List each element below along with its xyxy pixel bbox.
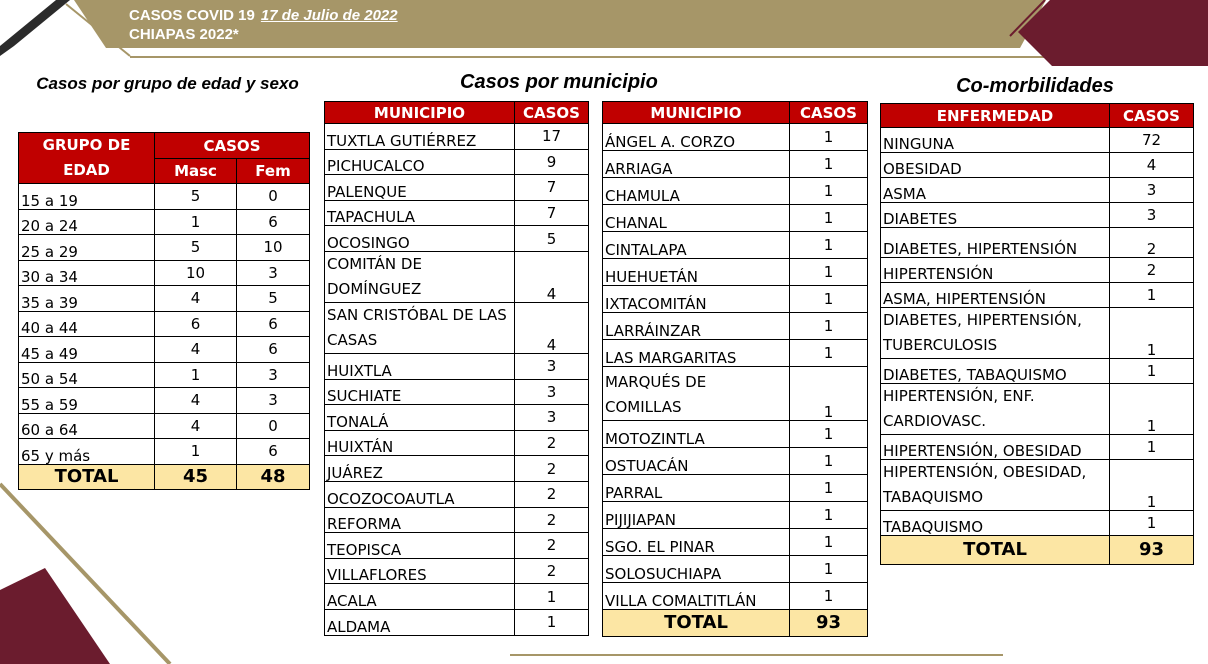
table-row <box>881 258 1194 283</box>
municipality-name-cell: VILLA COMALTITLÁN <box>603 583 790 610</box>
male-count-cell: 10 <box>155 260 237 286</box>
table-row <box>881 435 1194 460</box>
disease-name-cell: OBESIDAD <box>881 153 1110 178</box>
cases-cell: 1 <box>790 556 868 583</box>
cases-cell: 72 <box>1110 128 1194 153</box>
cases-cell: 1 <box>790 421 868 448</box>
cases-cell: 1 <box>790 475 868 502</box>
table-row <box>325 456 589 482</box>
municipality-name-cell: COMITÁN DE DOMÍNGUEZ <box>325 251 515 302</box>
municipality-name-cell: HUIXTÁN <box>325 430 515 456</box>
municipality-name-cell: MOTOZINTLA <box>603 421 790 448</box>
municipality-name-cell: OCOSINGO <box>325 226 515 252</box>
total-value: 93 <box>790 610 868 637</box>
total-female: 48 <box>237 464 310 489</box>
cases-header: CASOS <box>790 102 868 124</box>
cases-cell: 1 <box>1110 283 1194 308</box>
municipality-name-cell: HUEHUETÁN <box>603 259 790 286</box>
cases-cell: 4 <box>515 302 589 353</box>
cases-cell: 2 <box>1110 258 1194 283</box>
cases-cell: 1 <box>790 178 868 205</box>
cases-header: CASOS <box>1110 104 1194 128</box>
cases-cell: 2 <box>515 456 589 482</box>
municipality-name-cell: VILLAFLORES <box>325 558 515 584</box>
cases-cell: 2 <box>515 481 589 507</box>
cases-cell: 7 <box>515 200 589 226</box>
disease-name-cell: DIABETES, HIPERTENSIÓN, TUBERCULOSIS <box>881 308 1110 359</box>
table-row <box>603 259 868 286</box>
table-row <box>19 362 310 388</box>
cases-cell: 17 <box>515 124 589 150</box>
age-group-cell: 50 a 54 <box>19 362 155 388</box>
table-row <box>325 609 589 635</box>
total-label: TOTAL <box>881 536 1110 565</box>
table-row <box>19 286 310 312</box>
municipality-name-cell: ÁNGEL A. CORZO <box>603 124 790 151</box>
disease-name-cell: HIPERTENSIÓN <box>881 258 1110 283</box>
municipality-name-cell: PIJIJIAPAN <box>603 502 790 529</box>
municipality-total-row <box>603 610 868 637</box>
male-header: Masc <box>155 159 237 184</box>
table-row <box>603 556 868 583</box>
municipality-name-cell: IXTACOMITÁN <box>603 286 790 313</box>
female-count-cell: 10 <box>237 235 310 261</box>
table-row <box>881 178 1194 203</box>
male-count-cell: 4 <box>155 388 237 414</box>
female-count-cell: 3 <box>237 362 310 388</box>
age-group-cell: 25 a 29 <box>19 235 155 261</box>
cases-cell: 3 <box>515 379 589 405</box>
female-count-cell: 3 <box>237 388 310 414</box>
municipality-name-cell: SOLOSUCHIAPA <box>603 556 790 583</box>
table-row <box>325 302 589 353</box>
table-row <box>325 584 589 610</box>
table-row <box>325 481 589 507</box>
municipality-name-cell: LARRÁINZAR <box>603 313 790 340</box>
table-row <box>603 448 868 475</box>
table-row <box>603 502 868 529</box>
table-row <box>603 340 868 367</box>
disease-name-cell: DIABETES, HIPERTENSIÓN <box>881 228 1110 258</box>
table-row <box>603 286 868 313</box>
cases-cell: 1 <box>790 232 868 259</box>
municipality-name-cell: SUCHIATE <box>325 379 515 405</box>
female-count-cell: 6 <box>237 311 310 337</box>
municipality-table-left <box>324 101 589 636</box>
table-row <box>881 128 1194 153</box>
table-row <box>19 311 310 337</box>
table-row <box>603 151 868 178</box>
municipality-name-cell: OCOZOCOAUTLA <box>325 481 515 507</box>
municipality-name-cell: TONALÁ <box>325 405 515 431</box>
table-row <box>603 529 868 556</box>
male-count-cell: 1 <box>155 362 237 388</box>
table-row <box>603 367 868 421</box>
cases-cell: 1 <box>790 340 868 367</box>
municipality-name-cell: PICHUCALCO <box>325 149 515 175</box>
table-row <box>881 203 1194 228</box>
table-row <box>325 533 589 559</box>
table-row <box>881 511 1194 536</box>
table-row <box>603 421 868 448</box>
municipality-name-cell: REFORMA <box>325 507 515 533</box>
age-group-cell: 35 a 39 <box>19 286 155 312</box>
cases-cell: 1 <box>515 609 589 635</box>
age-group-cell: 65 y más <box>19 439 155 465</box>
female-count-cell: 6 <box>237 337 310 363</box>
report-date: 17 de Julio de 2022 <box>260 7 398 24</box>
municipality-name-cell: OSTUACÁN <box>603 448 790 475</box>
age-section-title: Casos por grupo de edad y sexo <box>36 74 299 93</box>
table-row <box>325 507 589 533</box>
cases-cell: 3 <box>515 405 589 431</box>
table-row <box>603 205 868 232</box>
cases-cell: 1 <box>1110 460 1194 511</box>
age-cases-header: CASOS <box>155 133 310 159</box>
comorbidity-section-title: Co-morbilidades <box>956 75 1114 97</box>
cases-cell: 1 <box>790 205 868 232</box>
municipality-name-cell: CINTALAPA <box>603 232 790 259</box>
municipality-name-cell: ACALA <box>325 584 515 610</box>
total-label: TOTAL <box>19 464 155 489</box>
table-row <box>603 178 868 205</box>
municipality-section-title: Casos por municipio <box>460 71 658 93</box>
table-row <box>881 308 1194 359</box>
female-count-cell: 5 <box>237 286 310 312</box>
municipality-name-cell: LAS MARGARITAS <box>603 340 790 367</box>
total-male: 45 <box>155 464 237 489</box>
cases-cell: 9 <box>515 149 589 175</box>
table-row <box>325 149 589 175</box>
cases-cell: 1 <box>790 313 868 340</box>
cases-cell: 1 <box>790 151 868 178</box>
comorbidity-table <box>880 103 1194 565</box>
female-count-cell: 0 <box>237 413 310 439</box>
cases-cell: 1 <box>790 124 868 151</box>
cases-cell: 1 <box>1110 511 1194 536</box>
cases-cell: 7 <box>515 175 589 201</box>
cases-header: CASOS <box>515 102 589 124</box>
table-row <box>325 251 589 302</box>
table-row <box>19 260 310 286</box>
municipality-name-cell: JUÁREZ <box>325 456 515 482</box>
cases-cell: 1 <box>790 502 868 529</box>
age-group-cell: 20 a 24 <box>19 209 155 235</box>
municipality-name-cell: TEOPISCA <box>325 533 515 559</box>
municipality-name-cell: ARRIAGA <box>603 151 790 178</box>
municipality-name-cell: ALDAMA <box>325 609 515 635</box>
municipality-name-cell: HUIXTLA <box>325 353 515 379</box>
disease-name-cell: HIPERTENSIÓN, ENF. CARDIOVASC. <box>881 384 1110 435</box>
cases-cell: 2 <box>515 430 589 456</box>
age-group-cell: 30 a 34 <box>19 260 155 286</box>
table-row <box>325 200 589 226</box>
comorbidity-total-row <box>881 536 1194 565</box>
cases-cell: 1 <box>790 448 868 475</box>
age-sex-table <box>18 132 310 490</box>
disease-header: ENFERMEDAD <box>881 104 1110 128</box>
table-row <box>325 558 589 584</box>
female-count-cell: 0 <box>237 184 310 210</box>
age-group-cell: 60 a 64 <box>19 413 155 439</box>
table-row <box>19 209 310 235</box>
table-row <box>603 583 868 610</box>
cases-cell: 3 <box>1110 203 1194 228</box>
male-count-cell: 5 <box>155 235 237 261</box>
disease-name-cell: NINGUNA <box>881 128 1110 153</box>
age-group-cell: 15 a 19 <box>19 184 155 210</box>
cases-cell: 5 <box>515 226 589 252</box>
table-row <box>19 388 310 414</box>
disease-name-cell: DIABETES, TABAQUISMO <box>881 359 1110 384</box>
table-row <box>325 405 589 431</box>
municipality-name-cell: MARQUÉS DE COMILLAS <box>603 367 790 421</box>
table-row <box>603 313 868 340</box>
cases-cell: 2 <box>515 507 589 533</box>
cases-cell: 3 <box>515 353 589 379</box>
table-row <box>881 228 1194 258</box>
age-total-row <box>19 464 310 489</box>
disease-name-cell: DIABETES <box>881 203 1110 228</box>
male-count-cell: 5 <box>155 184 237 210</box>
title-line1: CASOS COVID 19 <box>129 7 255 24</box>
cases-cell: 1 <box>1110 308 1194 359</box>
table-row <box>325 379 589 405</box>
cases-cell: 1 <box>790 259 868 286</box>
disease-name-cell: TABAQUISMO <box>881 511 1110 536</box>
municipality-name-cell: SAN CRISTÓBAL DE LAS CASAS <box>325 302 515 353</box>
disease-name-cell: ASMA <box>881 178 1110 203</box>
table-row <box>881 384 1194 435</box>
male-count-cell: 4 <box>155 337 237 363</box>
municipality-header: MUNICIPIO <box>325 102 515 124</box>
cases-cell: 3 <box>1110 178 1194 203</box>
table-row <box>19 235 310 261</box>
table-row <box>881 283 1194 308</box>
table-row <box>19 439 310 465</box>
age-group-cell: 40 a 44 <box>19 311 155 337</box>
table-row <box>881 153 1194 178</box>
table-row <box>603 475 868 502</box>
table-row <box>881 359 1194 384</box>
table-row <box>19 184 310 210</box>
municipality-name-cell: PARRAL <box>603 475 790 502</box>
cases-cell: 4 <box>515 251 589 302</box>
age-group-cell: 55 a 59 <box>19 388 155 414</box>
table-row <box>19 337 310 363</box>
male-count-cell: 1 <box>155 439 237 465</box>
municipality-name-cell: CHAMULA <box>603 178 790 205</box>
female-count-cell: 3 <box>237 260 310 286</box>
age-group-cell: 45 a 49 <box>19 337 155 363</box>
disease-name-cell: HIPERTENSIÓN, OBESIDAD, TABAQUISMO <box>881 460 1110 511</box>
cases-cell: 1 <box>1110 359 1194 384</box>
age-group-header: GRUPO DE EDAD <box>19 133 155 184</box>
table-row <box>603 124 868 151</box>
male-count-cell: 4 <box>155 413 237 439</box>
cases-cell: 2 <box>515 558 589 584</box>
table-row <box>325 226 589 252</box>
cases-cell: 4 <box>1110 153 1194 178</box>
title-line2: CHIAPAS 2022* <box>129 26 239 43</box>
table-row <box>603 232 868 259</box>
male-count-cell: 6 <box>155 311 237 337</box>
table-row <box>325 353 589 379</box>
cases-cell: 1 <box>790 529 868 556</box>
municipality-name-cell: SGO. EL PINAR <box>603 529 790 556</box>
municipality-name-cell: CHANAL <box>603 205 790 232</box>
table-row <box>325 124 589 150</box>
female-count-cell: 6 <box>237 439 310 465</box>
male-count-cell: 4 <box>155 286 237 312</box>
cases-cell: 1 <box>1110 435 1194 460</box>
female-header: Fem <box>237 159 310 184</box>
total-label: TOTAL <box>603 610 790 637</box>
municipality-header: MUNICIPIO <box>603 102 790 124</box>
disease-name-cell: HIPERTENSIÓN, OBESIDAD <box>881 435 1110 460</box>
banner-title <box>129 6 398 44</box>
cases-cell: 1 <box>790 286 868 313</box>
female-count-cell: 6 <box>237 209 310 235</box>
table-row <box>881 460 1194 511</box>
cases-cell: 2 <box>1110 228 1194 258</box>
disease-name-cell: ASMA, HIPERTENSIÓN <box>881 283 1110 308</box>
cases-cell: 1 <box>790 367 868 421</box>
table-row <box>19 413 310 439</box>
cases-cell: 1 <box>515 584 589 610</box>
municipality-name-cell: TAPACHULA <box>325 200 515 226</box>
municipality-table-right <box>602 101 868 637</box>
municipality-name-cell: TUXTLA GUTIÉRREZ <box>325 124 515 150</box>
cases-cell: 1 <box>790 583 868 610</box>
cases-cell: 1 <box>1110 384 1194 435</box>
total-value: 93 <box>1110 536 1194 565</box>
table-row <box>325 430 589 456</box>
municipality-name-cell: PALENQUE <box>325 175 515 201</box>
male-count-cell: 1 <box>155 209 237 235</box>
table-row <box>325 175 589 201</box>
cases-cell: 2 <box>515 533 589 559</box>
